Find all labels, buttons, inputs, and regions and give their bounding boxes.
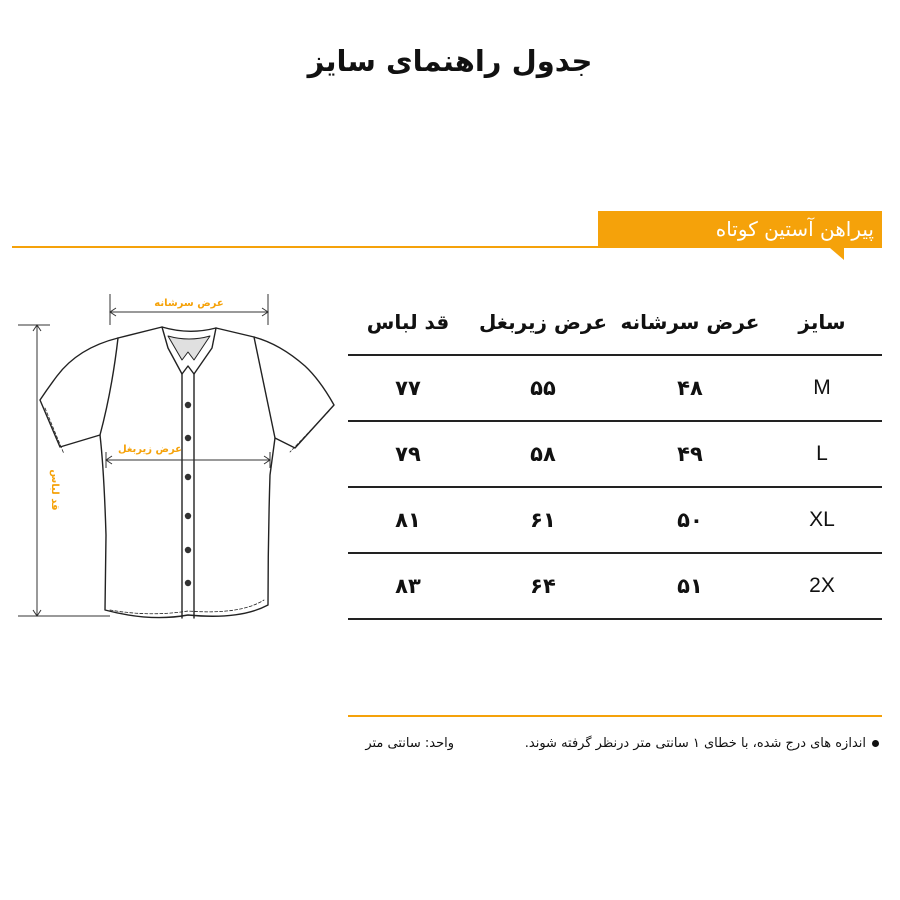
section-tab-label: پیراهن آستین کوتاه bbox=[715, 217, 874, 241]
table-row bbox=[348, 487, 882, 553]
footer-divider-line bbox=[348, 715, 882, 717]
table-row bbox=[348, 421, 882, 487]
table-row bbox=[348, 355, 882, 421]
shoulder-width-label: عرض سرشانه bbox=[154, 298, 224, 309]
cell-underarm-width: ۵۸ bbox=[468, 421, 618, 487]
bullet-icon bbox=[872, 740, 879, 747]
header-shoulder-width: عرض سرشانه bbox=[618, 290, 762, 355]
page-title: جدول راهنمای سایز bbox=[307, 44, 593, 78]
cell-size: XL bbox=[762, 487, 882, 553]
cell-underarm-width: ۶۴ bbox=[468, 553, 618, 619]
cell-underarm-width: ۵۵ bbox=[468, 355, 618, 421]
shirt-outline bbox=[40, 327, 334, 618]
underarm-width-label: عرض زیربغل bbox=[117, 444, 183, 455]
cell-length: ۸۳ bbox=[348, 553, 468, 619]
table-row bbox=[348, 553, 882, 619]
left-armhole bbox=[100, 338, 118, 435]
header-size: سایز bbox=[762, 290, 882, 355]
cell-length: ۷۷ bbox=[348, 355, 468, 421]
table-header-row bbox=[348, 290, 882, 355]
length-label: قد لباس bbox=[49, 469, 60, 511]
cell-shoulder-width: ۴۹ bbox=[618, 421, 762, 487]
header-underarm-width: عرض زیربغل bbox=[468, 290, 618, 355]
shirt-diagram bbox=[0, 280, 345, 640]
cell-underarm-width: ۶۱ bbox=[468, 487, 618, 553]
section-tab-notch bbox=[830, 248, 844, 260]
measurement-lines bbox=[18, 294, 270, 616]
cell-size: 2X bbox=[762, 553, 882, 619]
collar-inner bbox=[168, 336, 210, 360]
cell-length: ۷۹ bbox=[348, 421, 468, 487]
cell-shoulder-width: ۴۸ bbox=[618, 355, 762, 421]
shirt-buttons bbox=[185, 402, 191, 586]
right-armhole bbox=[254, 337, 275, 438]
cell-shoulder-width: ۵۰ bbox=[618, 487, 762, 553]
unit-note: واحد: سانتی متر bbox=[365, 736, 454, 751]
cell-size: L bbox=[762, 421, 882, 487]
size-table bbox=[348, 290, 882, 620]
cell-shoulder-width: ۵۱ bbox=[618, 553, 762, 619]
cell-size: M bbox=[762, 355, 882, 421]
cell-length: ۸۱ bbox=[348, 487, 468, 553]
footnote-text: اندازه های درج شده، با خطای ۱ سانتی متر درنظر گرفته شوند. bbox=[524, 736, 866, 751]
header-length: قد لباس bbox=[348, 290, 468, 355]
